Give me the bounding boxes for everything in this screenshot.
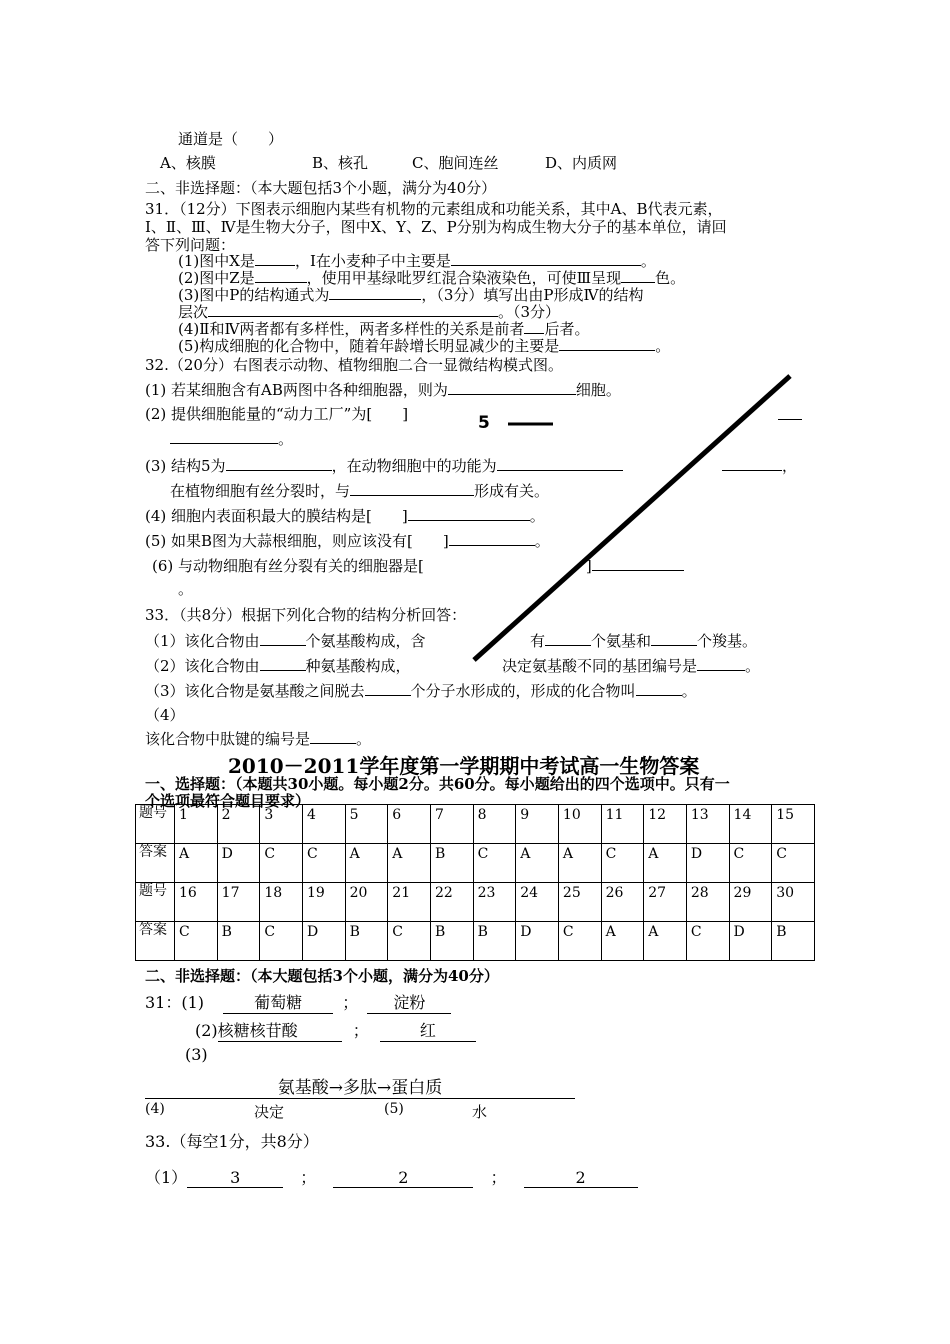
header-cell: 答案: [136, 844, 175, 883]
blank: [545, 631, 591, 646]
blank: [310, 729, 356, 744]
num-cell: 7: [430, 805, 473, 844]
blank: [350, 481, 474, 496]
blank: [497, 456, 623, 471]
num-cell: 6: [388, 805, 431, 844]
answer-cell: C: [175, 922, 218, 961]
num-cell: 28: [686, 883, 729, 922]
answer-cell: C: [558, 922, 601, 961]
num-cell: 10: [558, 805, 601, 844]
q31-sub3-cont: 层次 。（3分）: [178, 303, 561, 321]
num-cell: 5: [345, 805, 388, 844]
num-cell: 16: [175, 883, 218, 922]
blank: [636, 681, 682, 696]
num-cell: 9: [516, 805, 559, 844]
q32-sub3-blank2: ，: [722, 455, 797, 476]
num-cell: 21: [388, 883, 431, 922]
q31-sub1: (1)图中X是 ，Ⅰ在小麦种子中主要是 。: [178, 252, 656, 270]
blank: [226, 456, 332, 471]
answer-cell: C: [302, 844, 345, 883]
q30-option-a: A、核膜: [160, 154, 216, 172]
q30-option-b: B、核孔: [312, 154, 369, 172]
header-cell: 题号: [136, 883, 175, 922]
q33-sub2-cont: 决定氨基酸不同的基团编号是 。: [502, 657, 761, 675]
answer-cell: D: [686, 844, 729, 883]
q32-sub6-end: 。: [178, 580, 194, 598]
answer-cell: A: [601, 922, 644, 961]
answer-cell: C: [260, 922, 303, 961]
q32-sub5: (5) 如果B图为大蒜根细胞，则应该没有[ ] 。: [145, 532, 550, 550]
q33-sub3: （3）该化合物是氨基酸之间脱去 个分子水形成的，形成的化合物叫 。: [145, 682, 697, 700]
header-cell: 题号: [136, 805, 175, 844]
num-cell: 29: [729, 883, 772, 922]
answer-cell: C: [473, 844, 516, 883]
blank: [651, 631, 697, 646]
answer-cell: D: [302, 922, 345, 961]
q31-line3: 答下列问题：: [145, 236, 236, 254]
answer-cell: D: [516, 922, 559, 961]
q31-sub5: (5)构成细胞的化合物中，随着年龄增长明显减少的主要是 。: [178, 337, 671, 355]
answer-section1-line1: 一、选择题：（本题共30小题。每小题2分。共60分。每小题给出的四个选项中。只有一: [145, 775, 730, 793]
num-cell: 20: [345, 883, 388, 922]
blank: [451, 251, 641, 266]
answer-section1-line2: 个选项最符合题目要求）: [145, 792, 311, 810]
num-cell: 23: [473, 883, 516, 922]
answer-cell: C: [686, 922, 729, 961]
num-cell: 3: [260, 805, 303, 844]
blank: [448, 380, 576, 395]
ans31-sub3-label: (3): [185, 1045, 208, 1064]
num-cell: 26: [601, 883, 644, 922]
num-cell: 25: [558, 883, 601, 922]
answer-cell: B: [430, 844, 473, 883]
q32-sub1: (1) 若某细胞含有AB两图中各种细胞器，则为 细胞。: [145, 381, 621, 399]
answer-cell: A: [644, 922, 687, 961]
blank: [524, 319, 544, 334]
num-cell: 24: [516, 883, 559, 922]
blank: [329, 285, 421, 300]
num-cell: 1: [175, 805, 218, 844]
header-cell: 答案: [136, 922, 175, 961]
ans33-sub1: （1） 3 ； 2 ； 2: [145, 1165, 638, 1188]
num-cell: 18: [260, 883, 303, 922]
ans31-sub2: (2)核糖核苷酸 ； 红: [195, 1018, 476, 1042]
answer-cell: A: [516, 844, 559, 883]
ans31-sub5-label: (5): [384, 1101, 404, 1117]
q32-sub2: (2) 提供细胞能量的“动力工厂”为[ ]: [145, 405, 409, 423]
blank: [559, 336, 655, 351]
q31-sub2: (2)图中Z是 ，使用甲基绿吡罗红混合染液染色，可使Ⅲ呈现 色。: [178, 269, 686, 287]
num-cell: 27: [644, 883, 687, 922]
answer-cell: A: [345, 844, 388, 883]
ans31-sub4-value: 决定: [254, 1103, 285, 1121]
blank: [449, 531, 535, 546]
answer-cell: B: [772, 922, 815, 961]
blank: [255, 251, 295, 266]
num-cell: 8: [473, 805, 516, 844]
answer-cell: B: [345, 922, 388, 961]
num-cell: 12: [644, 805, 687, 844]
q31-sub4: (4)Ⅱ和Ⅳ两者都有多样性，两者多样性的关系是前者 后者。: [178, 320, 590, 338]
answer-title: 2010－2011学年度第一学期期中考试高一生物答案: [228, 754, 700, 778]
ans31-sub3-value: 氨基酸→多肽→蛋白质: [145, 1073, 575, 1099]
answer-cell: C: [601, 844, 644, 883]
q33-intro: 33．（共8分）根据下列化合物的结构分析回答：: [145, 606, 467, 624]
answer-table: [135, 804, 815, 961]
answer-cell: C: [729, 844, 772, 883]
blank: [260, 656, 306, 671]
q31-line2: Ⅰ、Ⅱ、Ⅲ、Ⅳ是生物大分子，图中X、Y、Z、P分别为构成生物大分子的基本单位，请回: [145, 218, 727, 236]
num-cell: 30: [772, 883, 815, 922]
answer-cell: C: [260, 844, 303, 883]
answer-cell: C: [388, 922, 431, 961]
blank: [408, 506, 530, 521]
table-row: [136, 883, 815, 922]
num-cell: 11: [601, 805, 644, 844]
table-row: [136, 922, 815, 961]
ans31-sub5-value: 水: [472, 1103, 488, 1121]
blank: [592, 556, 684, 571]
q31-line1: 31．（12分）下图表示细胞内某些有机物的元素组成和功能关系，其中A、B代表元素，: [145, 200, 723, 218]
blank: [208, 302, 498, 317]
answer-cell: D: [729, 922, 772, 961]
answer-cell: B: [217, 922, 260, 961]
num-cell: 15: [772, 805, 815, 844]
blank: [170, 429, 278, 444]
q30-option-c: C、胞间连丝: [412, 154, 499, 172]
q32-sub3-cont: 在植物细胞有丝分裂时，与 形成有关。: [170, 482, 550, 500]
ans31-sub4-label: (4): [145, 1101, 165, 1117]
q31-sub3: (3)图中P的结构通式为 ，（3分）填写出由P形成Ⅳ的结构: [178, 286, 644, 304]
q33-sub4: （4）: [145, 706, 185, 724]
answer-cell: C: [772, 844, 815, 883]
q33-sub2: （2）该化合物由 种氨基酸构成，: [145, 657, 411, 675]
diagram-label-5: 5: [478, 413, 490, 433]
answer-section2-header: 二、非选择题：（本大题包括3个小题，满分为40分）: [145, 967, 499, 985]
table-row: [136, 805, 815, 844]
blank: [778, 418, 802, 420]
answer-cell: A: [558, 844, 601, 883]
blank: [365, 681, 411, 696]
q32-intro: 32.（20分）右图表示动物、植物细胞二合一显微结构模式图。: [145, 356, 563, 374]
q32-sub4: (4) 细胞内表面积最大的膜结构是[ ] 。: [145, 507, 545, 525]
q33-sub1: （1）该化合物由 个氨基酸构成，含: [145, 632, 426, 650]
q32-sub6: (6) 与动物细胞有丝分裂有关的细胞器是[ ]: [152, 555, 684, 576]
num-cell: 4: [302, 805, 345, 844]
q32-sub2-cont: 。: [170, 428, 293, 449]
answer-cell: A: [175, 844, 218, 883]
num-cell: 17: [217, 883, 260, 922]
q33-sub1-cont: 有 个氨基和 个羧基。: [530, 632, 758, 650]
q30-tail: 通道是（ ）: [178, 130, 284, 148]
num-cell: 14: [729, 805, 772, 844]
answer-cell: B: [473, 922, 516, 961]
table-row: [136, 844, 815, 883]
blank: [424, 557, 586, 571]
num-cell: 2: [217, 805, 260, 844]
answer-cell: B: [430, 922, 473, 961]
blank: [722, 456, 782, 471]
blank: [255, 268, 307, 283]
blank: [697, 656, 745, 671]
blank: [621, 268, 655, 283]
answer-cell: A: [388, 844, 431, 883]
ans31-sub1: 31：(1) 葡萄糖 ； 淀粉: [145, 990, 451, 1014]
num-cell: 13: [686, 805, 729, 844]
num-cell: 19: [302, 883, 345, 922]
q33-sub4-cont: 该化合物中肽键的编号是 。: [145, 730, 372, 748]
num-cell: 22: [430, 883, 473, 922]
answer-cell: D: [217, 844, 260, 883]
q32-sub3: (3) 结构5为 ，在动物细胞中的功能为: [145, 455, 623, 476]
ans33-title: 33.（每空1分，共8分）: [145, 1132, 319, 1151]
answer-cell: A: [644, 844, 687, 883]
blank: [260, 631, 306, 646]
q30-option-d: D、内质网: [545, 154, 618, 172]
section2-header: 二、非选择题：（本大题包括3个小题，满分为40分）: [145, 179, 497, 197]
